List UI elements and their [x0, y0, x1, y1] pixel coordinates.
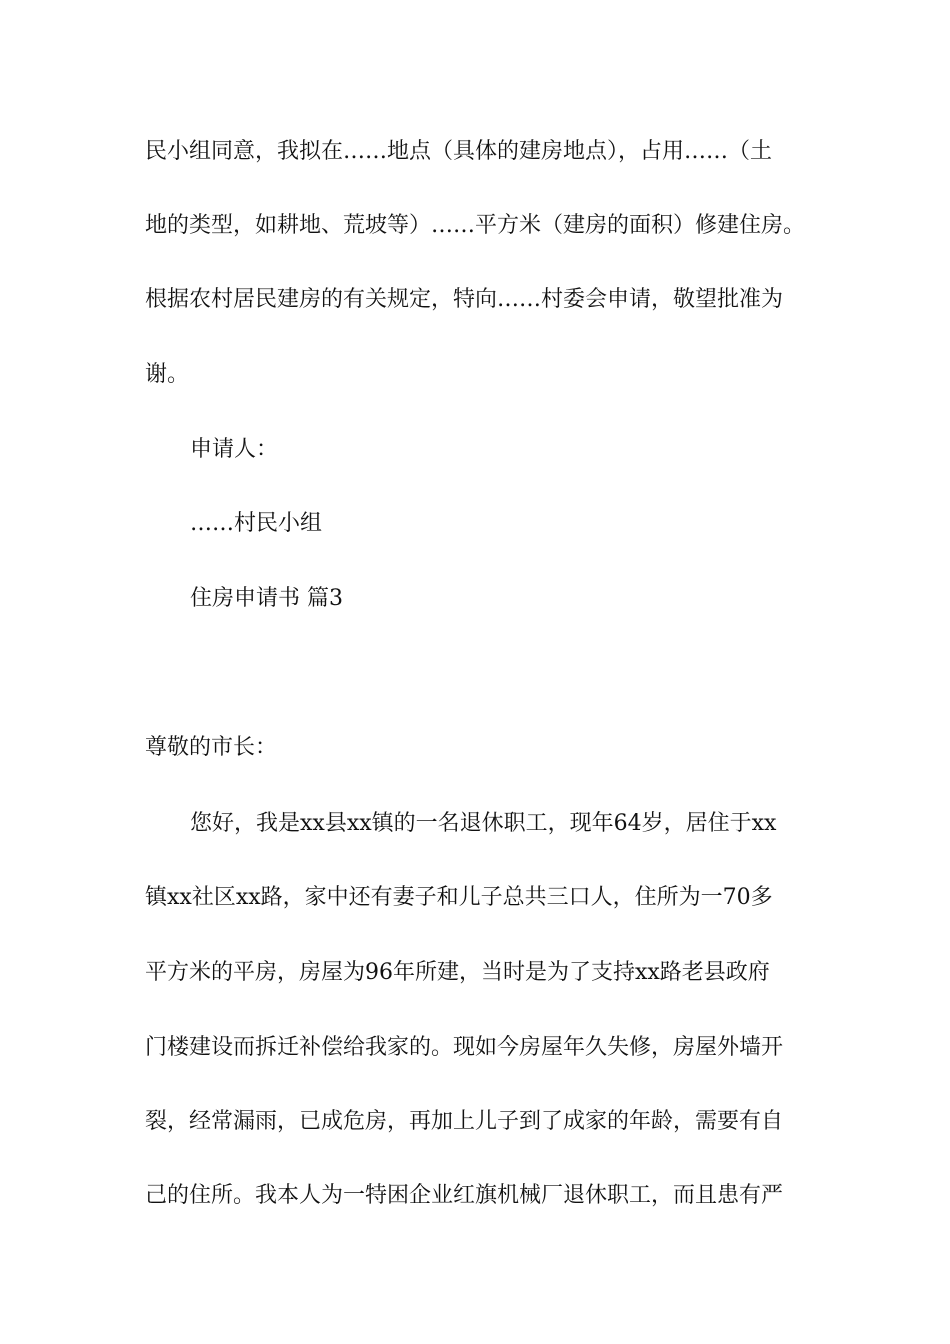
paragraph-line: 民小组同意，我拟在……地点（具体的建房地点），占用……（土 — [145, 139, 773, 164]
village-group: ……村民小组 — [190, 511, 323, 536]
applicant-label: 申请人： — [190, 437, 279, 462]
section-title: 住房申请书 篇3 — [190, 586, 343, 611]
paragraph-line: 地的类型，如耕地、荒坡等）……平方米（建房的面积）修建住房。 — [145, 213, 806, 238]
paragraph-line: 镇xx社区xx路，家中还有妻子和儿子总共三口人，住所为一70多 — [145, 885, 773, 910]
paragraph-line: 根据农村居民建房的有关规定，特向……村委会申请，敬望批准为 — [145, 287, 784, 312]
paragraph-line: 裂，经常漏雨，已成危房，再加上儿子到了成家的年龄，需要有自 — [145, 1109, 784, 1134]
paragraph-line: 门楼建设而拆迁补偿给我家的。现如今房屋年久失修，房屋外墙开 — [145, 1035, 784, 1060]
salutation: 尊敬的市长： — [145, 735, 278, 760]
paragraph-line: 谢。 — [145, 362, 190, 387]
paragraph-line: 您好，我是xx县xx镇的一名退休职工，现年64岁，居住于xx — [190, 811, 777, 836]
paragraph-line: 己的住所。我本人为一特困企业红旗机械厂退休职工，而且患有严 — [145, 1183, 784, 1208]
paragraph-line: 平方米的平房，房屋为96年所建，当时是为了支持xx路老县政府 — [145, 960, 770, 985]
